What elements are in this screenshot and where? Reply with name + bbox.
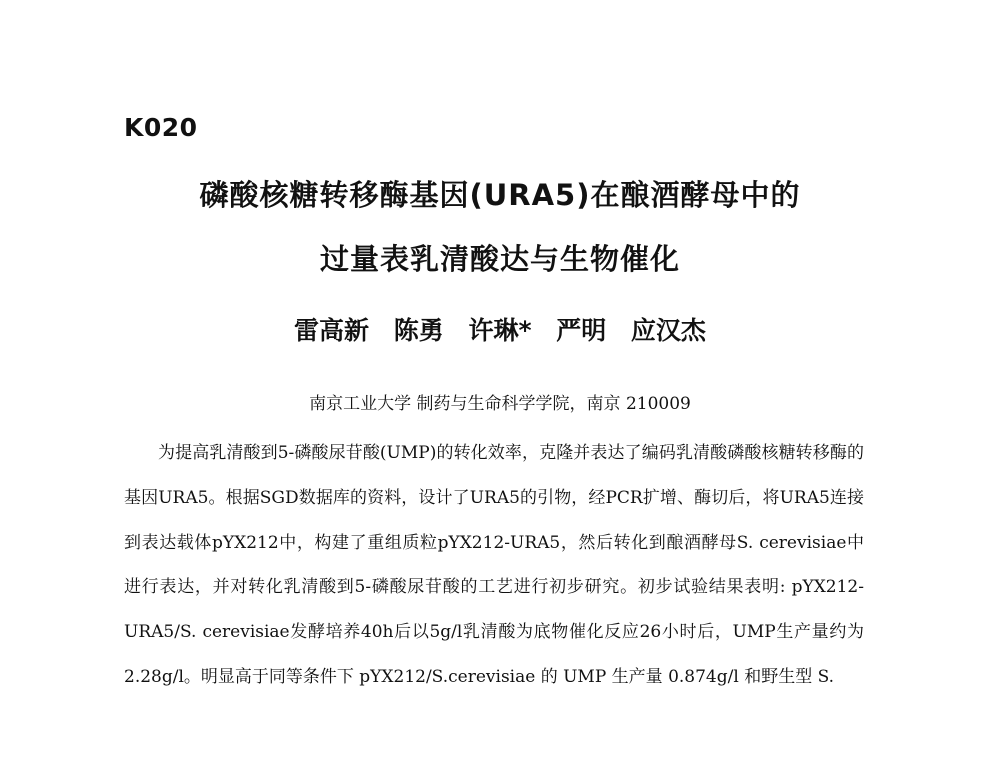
paper-code: K020: [124, 113, 198, 142]
paper-title-line-2: 过量表乳清酸达与生物催化: [319, 242, 680, 276]
abstract-text: 为提高乳清酸到5-磷酸尿苷酸(UMP)的转化效率，克隆并表达了编码乳清酸磷酸核糖转移酶的基因URA5。根据SGD数据库的资料，设计了URA5的引物，经PCR扩增、酶切后，将URA5连接到表达载体pYX212中，构建了重组质粒pYX212-URA5，然后转化到酿酒酵母S. cerevisiae中进行表达，并对转化乳清酸到5-磷酸尿苷酸的工艺进行初步研究。初步试验结果表明: pYX212-URA5/S. cerevisiae发酵培养40h后以5g/l乳清酸为底物催化反应26小时后，UMP生产量约为2.28g/l。明显高于同等条件下 pYX212/S.cerevisiae 的 UMP 生产量 0.874g/l 和野生型 S.: [124, 443, 864, 687]
paper-title-line-1: 磷酸核糖转移酶基因(URA5)在酿酒酵母中的: [199, 178, 801, 212]
author-list: 雷高新 陈勇 许琳* 严明 应汉杰: [294, 316, 706, 345]
affiliation: 南京工业大学 制药与生命科学学院，南京 210009: [309, 394, 691, 414]
